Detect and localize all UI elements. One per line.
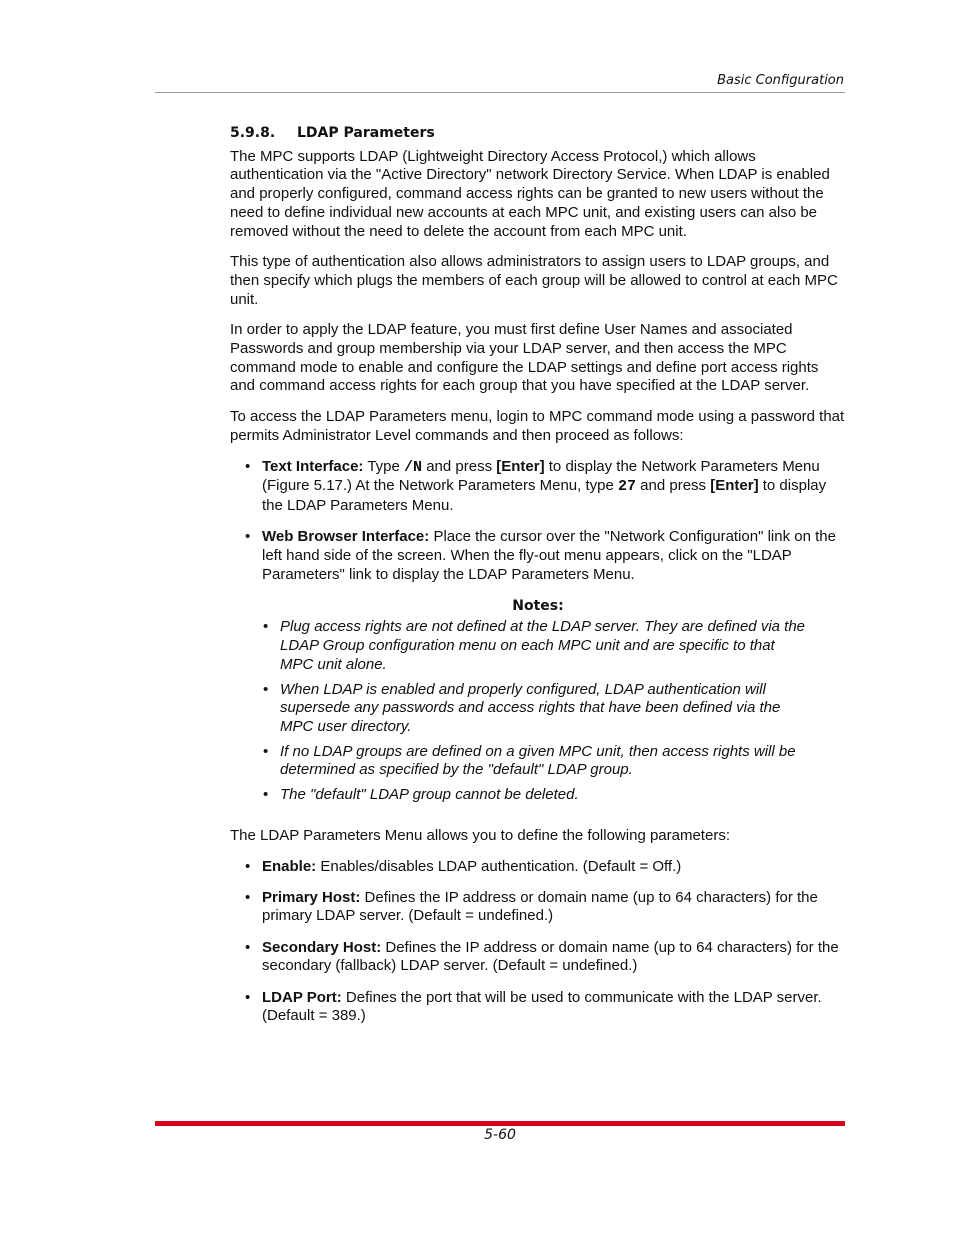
paragraph-groups: This type of authentication also allows administrators to assign users to LDAP groups, and then specify which plugs the members of each group will be allowed to control at each MPC unit. xyxy=(230,253,838,308)
notes-title: Notes: xyxy=(512,597,564,614)
section-number: 5.9.8. xyxy=(230,125,276,141)
access-methods-list xyxy=(230,458,846,585)
param-label: LDAP Port: xyxy=(262,988,342,1006)
web-interface-item xyxy=(262,528,846,584)
param-item-ldap-port xyxy=(262,989,846,1026)
web-interface-text: Place the cursor over the "Network Configuration" link on the left hand side of the screen. When the fly-out menu appears, click on the "LDAP Parameters" link to display the LDAP Parameters Menu. xyxy=(262,528,836,583)
command-code-n: /N xyxy=(404,458,423,476)
section-title: LDAP Parameters xyxy=(297,125,435,141)
text-interface-part: to display the Network Parameters Menu (Figure 5.17.) At the Network Parameters Menu, type xyxy=(262,457,820,495)
note-item: • When LDAP is enabled and properly configured, LDAP authentication will supersede any passwords and access rights that have been defined via the MPC user directory. xyxy=(280,681,810,737)
param-item-enable xyxy=(262,858,846,877)
note-item: • The "default" LDAP group cannot be deleted. xyxy=(280,786,810,805)
paragraph-access: To access the LDAP Parameters menu, login to MPC command mode using a password that permits Administrator Level commands and then proceed as follows: xyxy=(230,408,845,444)
command-code-27: 27 xyxy=(618,478,637,496)
page-content xyxy=(230,124,846,1038)
param-description: Enables/disables LDAP authentication. (Default = Off.) xyxy=(316,857,682,875)
notes-list xyxy=(230,618,810,804)
running-header: Basic Configuration xyxy=(717,73,844,88)
enter-key-label: [Enter] xyxy=(710,477,759,495)
paragraph-intro: The MPC supports LDAP (Lightweight Directory Access Protocol,) which allows authentication via the "Active Directory" network Directory Service. When LDAP is enabled and properly configured, command access rights can be granted to new users without the need to define individual new accounts at each MPC unit, and existing users can also be removed without the need to delete the account from each MPC unit. xyxy=(230,147,830,240)
text-interface-item xyxy=(262,458,846,516)
param-item-primary-host xyxy=(262,889,846,926)
enter-key-label: [Enter] xyxy=(496,457,545,475)
web-interface-label: Web Browser Interface: xyxy=(262,528,430,546)
param-description: Defines the port that will be used to communicate with the LDAP server. (Default = 389.) xyxy=(262,988,822,1025)
section-heading xyxy=(230,124,846,143)
header-rule xyxy=(155,92,845,93)
param-label: Primary Host: xyxy=(262,888,361,906)
text-interface-part: and press xyxy=(422,457,497,475)
footer-rule xyxy=(155,1121,845,1126)
param-label: Secondary Host: xyxy=(262,938,382,956)
text-interface-part: to display the LDAP Parameters Menu. xyxy=(262,477,827,514)
page-number: 5-60 xyxy=(484,1127,516,1143)
text-interface-part: Type xyxy=(363,457,405,475)
param-label: Enable: xyxy=(262,857,317,875)
text-interface-part: and press xyxy=(636,477,711,495)
text-interface-label: Text Interface: xyxy=(262,457,364,475)
params-intro: The LDAP Parameters Menu allows you to define the following parameters: xyxy=(230,826,730,844)
note-item: • Plug access rights are not defined at the LDAP server. They are defined via the LDAP Group configuration menu on each MPC unit and are specific to that MPC unit alone. xyxy=(280,618,810,674)
paragraph-apply: In order to apply the LDAP feature, you must first define User Names and associated Passwords and group membership via your LDAP server, and then access the MPC command mode to enable and configure the LDAP settings and define port access rights and command access rights for each group that you have specified at the LDAP server. xyxy=(230,321,819,395)
param-description: Defines the IP address or domain name (up to 64 characters) for the secondary (fallback) LDAP server. (Default = undefined.) xyxy=(262,938,839,975)
param-description: Defines the IP address or domain name (up to 64 characters) for the primary LDAP server. (Default = undefined.) xyxy=(262,888,818,925)
note-item: • If no LDAP groups are defined on a given MPC unit, then access rights will be determined as specified by the "default" LDAP group. xyxy=(280,743,810,780)
params-list xyxy=(230,858,846,1026)
param-item-secondary-host xyxy=(262,939,846,976)
